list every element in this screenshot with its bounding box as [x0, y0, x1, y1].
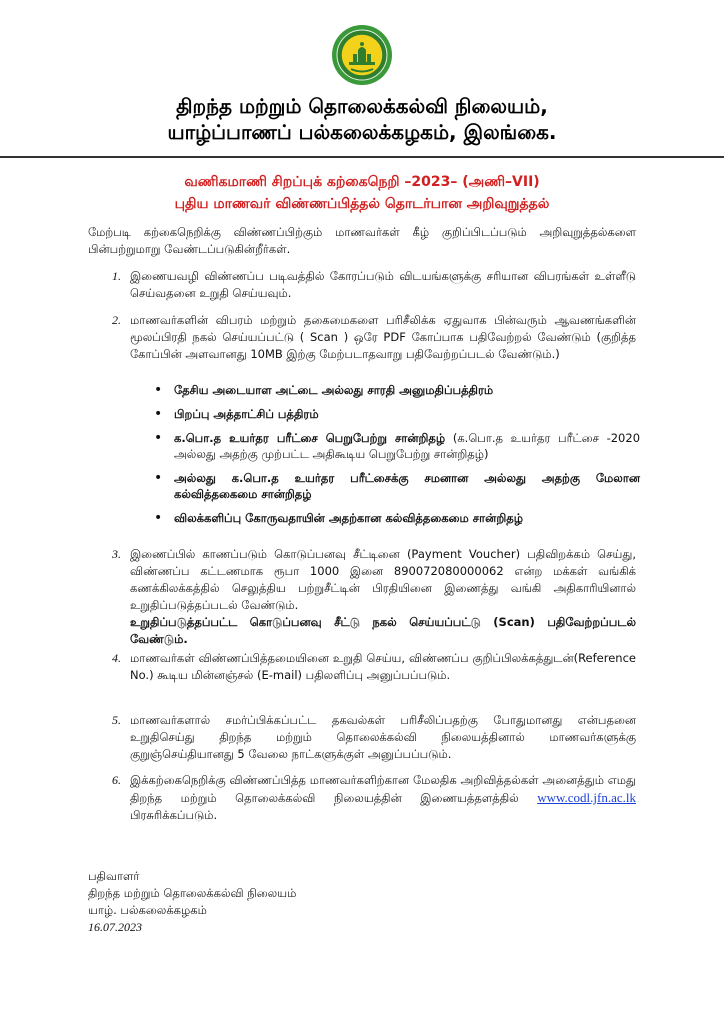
document-checklist: [150, 382, 640, 534]
item-text: மாணவர்களால் சமர்ப்பிக்கப்பட்ட தகவல்கள் பரிசீலிப்பதற்கு போதுமானது என்பதனை உறுதிசெய்து திறந்த மற்றும் தொலைக்கல்வி நிலையத்தினால் மாணவர்களுக்கு குறுஞ்செய்தியானது 5 வேலை நாட்களுக்குள் அனுப்பப்படும்.: [130, 713, 636, 761]
signatory-org: திறந்த மற்றும் தொலைக்கல்வி நிலையம்: [88, 886, 297, 900]
bullet-text: தேசிய அடையாள அட்டை அல்லது சாரதி அனுமதிப்பத்திரம்: [174, 383, 494, 397]
signature-block: [88, 868, 296, 936]
bullet-text: அல்லது க.பொ.த உயர்தர பரீட்சைக்கு சமனான அல்லது அதற்கு மேலான கல்வித்தகைமை சான்றிதழ்: [174, 471, 640, 501]
institution-name: திறந்த மற்றும் தொலைக்கல்வி நிலையம்,: [176, 94, 548, 118]
item-number: 4.: [112, 651, 121, 665]
list-item: • தேசிய அடையாள அட்டை அல்லது சாரதி அனுமதிப்பத்திரம்: [154, 382, 494, 398]
item-text: மாணவர்கள் விண்ணப்பித்தமையினை உறுதி செய்ய, விண்ணப்ப குறிப்பிலக்கத்துடன்(Reference No.) கூடிய மின்னஞ்சல் (E-mail) பதிலளிப்பு அனுப்பப்படும்.: [130, 651, 636, 682]
item-number: 5.: [112, 713, 121, 727]
item-number: 6.: [112, 773, 121, 787]
notice-date: 16.07.2023: [88, 920, 142, 934]
signatory-role: பதிவாளர்: [88, 869, 140, 883]
item-number: 1.: [112, 269, 121, 283]
list-item: • அல்லது க.பொ.த உயர்தர பரீட்சைக்கு சமனான அல்லது அதற்கு மேலான கல்வித்தகைமை சான்றிதழ்: [154, 470, 640, 501]
item-number: 3.: [112, 547, 121, 561]
header-divider: [0, 156, 724, 158]
bullet-text: க.பொ.த உயர்தர பரீட்சை பெறுபேற்று சான்றிதழ்: [174, 431, 446, 445]
notice-title: வணிகமாணி சிறப்புக் கற்கைநெறி –2023– (அணி–VII): [184, 174, 540, 190]
list-item: • பிறப்பு அத்தாட்சிப் பத்திரம்: [154, 406, 319, 422]
bullet-text: பிறப்பு அத்தாட்சிப் பத்திரம்: [174, 407, 319, 421]
item-text: இணையவழி விண்ணப்ப படிவத்தில் கோரப்படும் விடயங்களுக்கு சரியான விபரங்கள் உள்ளீடு செய்வதனை உறுதி செய்யவும்.: [130, 269, 636, 300]
item-text: மாணவர்களின் விபரம் மற்றும் தகைமைகளை பரிசீலிக்க ஏதுவாக பின்வரும் ஆவணங்களின் மூலப்பிரதி நகல் செய்யப்பட்டு ( Scan ) ஒரே PDF கோப்பாக பதிவேற்றல் வேண்டும் (குறித்த கோப்பின் அளவானது 10MB இற்கு மேற்படாதவாறு பதிவேற்றப்படல் வேண்டும்.): [130, 313, 636, 361]
item-text: இக்கற்கைநெறிக்கு விண்ணப்பித்த மாணவர்களிற்கான மேலதிக அறிவித்தல்கள் அனைத்தும் எமது திறந்த மற்றும் தொலைக்கல்வி நிலையத்தின் இணையத்தளத்தில்: [130, 773, 636, 805]
signatory-university: யாழ். பல்கலைக்கழகம்: [88, 903, 207, 917]
list-item: • விலக்களிப்பு கோருவதாயின் அதற்கான கல்வித்தகைமை சான்றிதழ்: [154, 510, 523, 526]
notice-subtitle: புதிய மாணவர் விண்ணப்பித்தல் தொடர்பான அறிவுறுத்தல்: [174, 196, 550, 212]
item-text-after: பிரசுரிக்கப்படும்.: [130, 808, 218, 822]
university-logo: [331, 24, 393, 86]
university-name: யாழ்ப்பாணப் பல்கலைக்கழகம், இலங்கை.: [167, 120, 557, 144]
university-seal-icon: [331, 24, 393, 86]
item-number: 2.: [112, 313, 121, 327]
bullet-note: (க.பொ.த உயர்தர பரீட்சை -2020 அல்லது அதற்கு முற்பட்ட அதிகூடிய பெறுபேற்று சான்றிதழ்): [174, 431, 641, 461]
bullet-text: விலக்களிப்பு கோருவதாயின் அதற்கான கல்வித்தகைமை சான்றிதழ்: [174, 511, 523, 525]
website-link[interactable]: www.codl.jfn.ac.lk: [537, 790, 636, 805]
list-item: • க.பொ.த உயர்தர பரீட்சை பெறுபேற்று சான்றிதழ் (க.பொ.த உயர்தர பரீட்சை -2020 அல்லது அதற்கு முற்பட்ட அதிகூடிய பெறுபேற்று சான்றிதழ்): [154, 430, 641, 461]
item-text: இணைப்பில் காணப்படும் கொடுப்பனவு சீட்டினை (Payment Voucher) பதிவிறக்கம் செய்து, விண்ணப்ப கட்டணமாக ரூபா 1000 இனை 890072080000062 என்ற மக்கள் வங்கிக் கணக்கிலக்கத்தில் செலுத்திய பற்றுசீட்டின் பிரதியினை இணைத்து வங்கி அதிகாரியினால் உறுதிப்படுத்தப்படல் வேண்டும்.: [130, 547, 636, 612]
item-emphasis: உறுதிப்படுத்தப்பட்ட கொடுப்பனவு சீட்டு நகல் செய்யப்பட்டு (Scan) பதிவேற்றப்படல் வேண்டும்.: [130, 615, 636, 646]
intro-paragraph: மேற்படி கற்கைநெறிக்கு விண்ணப்பிற்கும் மாணவர்கள் கீழ் குறிப்பிடப்படும் அறிவுறுத்தல்களை பின்பற்றுமாறு வேண்டப்படுகின்றீர்கள்.: [88, 225, 636, 256]
